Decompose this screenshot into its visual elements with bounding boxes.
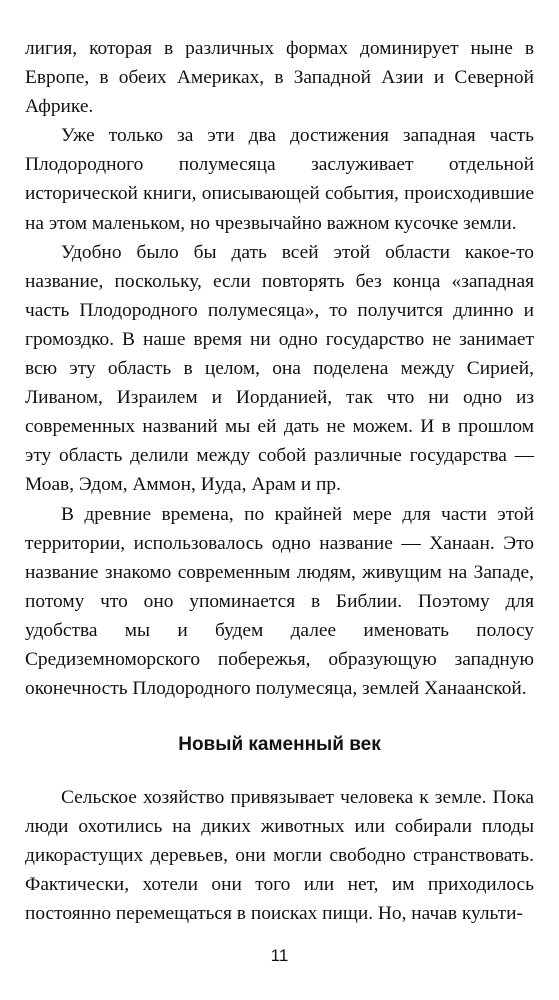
paragraph-continuation: лигия, которая в различных формах доминирует ныне в Европе, в обеих Америках, в Западной Азии и Северной Африке. — [25, 38, 534, 118]
paragraph: Уже только за эти два достижения западная часть Плодородного полумесяца заслуживает отдельной исторической книги, описывающей события, происходившие на этом маленьком, но чрезвычайно важном кусочке земли. — [25, 125, 534, 234]
main-text-block — [25, 34, 534, 703]
paragraph: Удобно было бы дать всей этой области какое-то название, поскольку, если повторять без конца «западная часть Плодородного полумесяца», то получится длинно и громоздко. В наше время ни одно государство не занимает всю эту область в целом, она поделена между Сирией, Ливаном, Израилем и Иорданией, так что ни одно из современных названий мы ей дать не можем. И в прошлом эту область делили между собой различные государства — Моав, Эдом, Аммон, Иуда, Арам и пр. — [25, 241, 534, 496]
section-heading: Новый каменный век — [178, 734, 381, 755]
paragraph: Сельское хозяйство привязывает человека к земле. Пока люди охотились на диких животных или собирали плоды дикорастущих деревьев, они могли свободно странствовать. Фактически, хотели они того или нет, им приходилось постоянно перемещаться в поисках пищи. Но, начав культи- — [25, 787, 534, 925]
paragraph: В древние времена, по крайней мере для части этой территории, использовалось одно название — Ханаан. Это название знакомо современным людям, живущим на Западе, потому что оно упоминается в Библии. Поэтому для удобства мы и будем далее именовать полосу Средиземноморского побережья, образующую западную оконечность Плодородного полумесяца, землей Ханаанской. — [25, 503, 534, 700]
section-text-block — [25, 783, 534, 928]
page-number: 11 — [270, 946, 289, 965]
